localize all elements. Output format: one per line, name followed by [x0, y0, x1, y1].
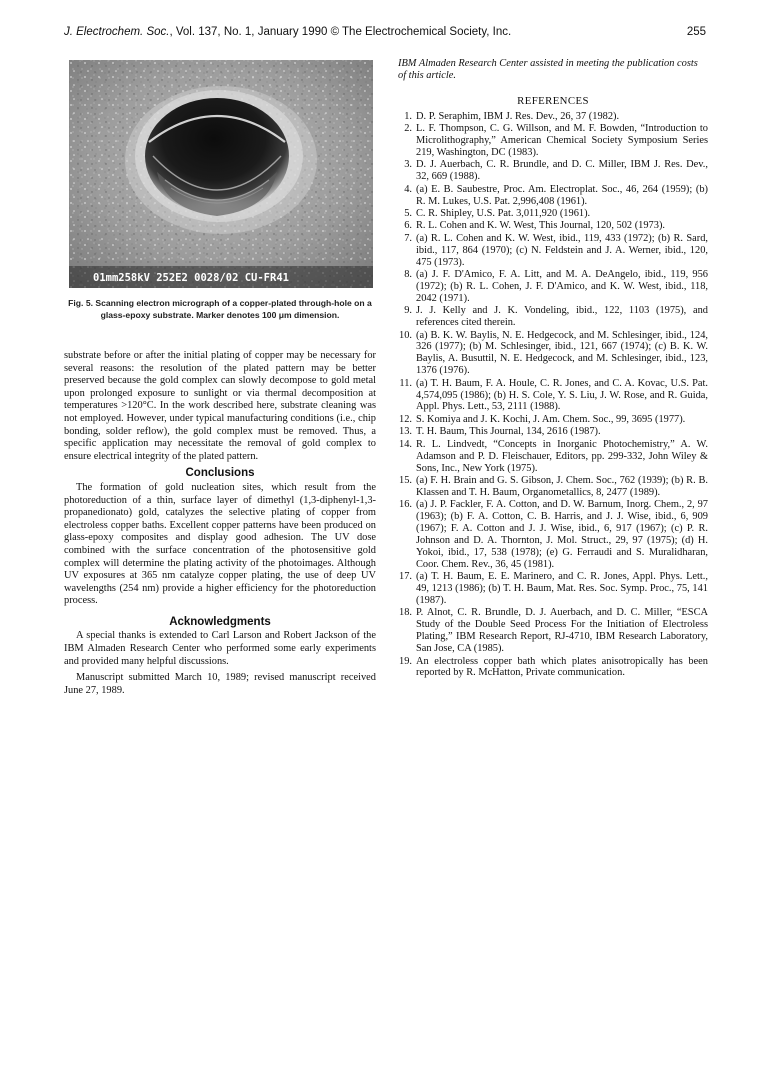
reference-text: D. J. Auerbach, C. R. Brundle, and D. C. Miller, IBM J. Res. Dev., 32, 669 (1988). — [416, 159, 708, 183]
reference-text: (a) J. F. D'Amico, F. A. Litt, and M. A. DeAngelo, ibid., 119, 956 (1972); (b) R. L. Cohen, J. F. D'Amico, and K. W. West, ibid., 118, 2042 (1971). — [416, 269, 708, 304]
conclusions-heading: Conclusions — [185, 467, 255, 480]
reference-item — [398, 184, 708, 208]
reference-item — [398, 111, 708, 123]
reference-number: 7. — [404, 232, 412, 244]
reference-item — [398, 439, 708, 475]
reference-item — [398, 233, 708, 269]
publication-cost-note: IBM Almaden Research Center assisted in meeting the publication costs of this article. — [398, 58, 698, 81]
sem-micrograph — [69, 60, 373, 288]
reference-number: 2. — [404, 123, 412, 135]
reference-number: 16. — [399, 499, 412, 511]
reference-text: L. F. Thompson, C. G. Willson, and M. F. Bowden, “Introduction to Microlithography,” American Chemical Society Symposium Series 219, Washington, DC (1983). — [416, 123, 708, 158]
reference-text: C. R. Shipley, U.S. Pat. 3,011,920 (1961). — [416, 207, 591, 219]
micrograph-image — [69, 60, 373, 288]
reference-number: 12. — [399, 413, 412, 425]
reference-number: 15. — [399, 474, 412, 486]
reference-item — [398, 220, 708, 232]
reference-item — [398, 305, 708, 329]
reference-item — [398, 378, 708, 414]
reference-item — [398, 330, 708, 378]
reference-text: (a) E. B. Saubestre, Proc. Am. Electroplat. Soc., 46, 264 (1959); (b) R. M. Lukes, U.S. Pat. 2,996,408 (1961). — [416, 183, 708, 207]
reference-text: R. L. Lindvedt, “Concepts in Inorganic Photochemistry,” A. W. Adamson and P. D. Fleischauer, Editors, pp. 299-332, John Wiley & Sons, Inc., New York (1975). — [416, 438, 708, 474]
reference-number: 13. — [399, 426, 412, 438]
conclusions-paragraph: The formation of gold nucleation sites, which result from the photoreduction of a thin, surface layer of dimethyl (1,3-diphenyl-1,3-propanedionato) gold, catalyzes the selective plating of copper from electroless copper baths. Excellent copper patterns have been produced on glass-epoxy composites and display good adhesion. The UV dose combined with the surface concentration of the photosensitive gold complex will determine the plating activity of the photoimages. Although UV exposures at 365 nm catalyze copper plating, the use of deep UV wavelengths (254 nm) provide a higher efficiency for the photoreduction process. — [64, 481, 376, 607]
reference-item — [398, 269, 708, 305]
reference-text: D. P. Seraphim, IBM J. Res. Dev., 26, 37 (1982). — [416, 110, 620, 122]
reference-number: 17. — [399, 571, 412, 583]
journal-name: J. Electrochem. Soc. — [64, 26, 170, 38]
header-citation — [64, 26, 511, 38]
running-header — [64, 26, 706, 44]
reference-text: (a) T. H. Baum, E. E. Marinero, and C. R. Jones, Appl. Phys. Lett., 49, 1213 (1986); (b) T. H. Baum, Mat. Res. Soc. Symp. Proc., 75, 141 (1987). — [416, 571, 708, 606]
reference-number: 1. — [404, 110, 412, 122]
caption-text: Fig. 5. Scanning electron micrograph of a copper-plated through-hole on a glass-epoxy substrate. Marker denotes 100 — [68, 298, 372, 320]
reference-item — [398, 607, 708, 655]
reference-item — [398, 123, 708, 159]
reference-text: R. L. Cohen and K. W. West, This Journal, 120, 502 (1973). — [416, 220, 666, 232]
reference-text: P. Alnot, C. R. Brundle, D. J. Auerbach, and D. C. Miller, “ESCA Study of the Double Seed Process For the Initiation of Electroless Plating,” IBM Research Report, RJ-4710, IBM Research Laboratory, San Jose, CA (1985). — [416, 607, 708, 655]
left-column — [64, 350, 376, 697]
reference-item — [398, 475, 708, 499]
body-paragraph: substrate before or after the initial plating of copper may be necessary for several reasons: the resolution of the plated pattern may be better preserved because the gold complex can slowly decompose to gold metal upon prolonged exposure to sunlight or via thermal decomposition at temperatures >120°C. In the work described here, substrate cleaning was not employed. However, under typical manufacturing conditions (i.e., chip bonding, solder reflow), the gold complex must be removed. Thus, a specific application may necessitate the removal of gold complex to ensure electrical integrity of the plated pattern. — [64, 350, 376, 462]
acknowledgments-heading: Acknowledgments — [169, 615, 271, 628]
page-number: 255 — [686, 26, 706, 38]
references-list — [398, 111, 708, 680]
reference-text: T. H. Baum, This Journal, 134, 2616 (1987). — [416, 426, 601, 438]
caption-end: dimension. — [291, 310, 340, 320]
reference-item — [398, 499, 708, 570]
reference-number: 10. — [399, 329, 412, 341]
reference-item — [398, 571, 708, 607]
reference-number: 14. — [399, 438, 412, 450]
reference-text: S. Komiya and J. K. Kochi, J. Am. Chem. Soc., 99, 3695 (1977). — [416, 413, 686, 425]
reference-number: 19. — [399, 655, 412, 667]
acknowledgments-paragraph: A special thanks is extended to Carl Larson and Robert Jackson of the IBM Almaden Research Center who performed some early experiments and provided many helpful discussions. — [64, 630, 376, 667]
reference-item — [398, 426, 708, 438]
reference-item — [398, 208, 708, 220]
references-heading: REFERENCES — [517, 94, 589, 107]
volume-info: , Vol. 137, No. 1, January 1990 © The Electrochemical Society, Inc. — [169, 26, 512, 38]
reference-text: (a) R. L. Cohen and K. W. West, ibid., 119, 433 (1972); (b) R. Sard, ibid., 117, 864 (1970); (c) N. Feldstein and J. A. Werner, ibid., 120, 475 (1973). — [416, 232, 708, 268]
caption-unit: μm — [278, 310, 292, 320]
reference-number: 5. — [404, 207, 412, 219]
reference-item — [398, 414, 708, 426]
figure-caption — [64, 297, 376, 321]
right-column — [398, 58, 708, 680]
reference-item — [398, 159, 708, 183]
reference-number: 8. — [404, 269, 412, 280]
manuscript-dates: Manuscript submitted March 10, 1989; revised manuscript received June 27, 1989. — [64, 672, 376, 696]
reference-number: 9. — [404, 305, 412, 317]
reference-text: (a) B. K. W. Baylis, N. E. Hedgecock, and M. Schlesinger, ibid., 124, 326 (1977); (b) M. Schlesinger, ibid., 121, 667 (1974); (c) B. K. W. Baylis, A. Busuttil, N. E. Hedgecock, and M. Schlesinger, ibid., 123, 1376 (1976). — [416, 329, 708, 377]
reference-text: (a) T. H. Baum, F. A. Houle, C. R. Jones, and C. A. Kovac, U.S. Pat. 4,574,095 (1986); (b) H. S. Cole, Y. S. Liu, J. W. Rose, and R. Guida, Appl. Phys. Lett., 53, 2111 (1988). — [416, 377, 708, 413]
reference-number: 18. — [399, 607, 412, 619]
reference-text: J. J. Kelly and J. K. Vondeling, ibid., 122, 1103 (1975), and references cited therein. — [416, 305, 708, 329]
reference-number: 11. — [399, 377, 412, 389]
micrograph-label: 01mm258kV 252E2 0028/02 CU-FR41 — [93, 272, 289, 284]
reference-number: 3. — [404, 159, 412, 171]
reference-text: (a) F. H. Brain and G. S. Gibson, J. Chem. Soc., 762 (1939); (b) R. B. Klassen and T. H. Baum, Organometallics, 8, 2477 (1989). — [416, 474, 708, 498]
reference-number: 6. — [404, 220, 412, 232]
reference-number: 4. — [404, 183, 412, 195]
reference-item — [398, 656, 708, 680]
reference-text: An electroless copper bath which plates anisotropically has been reported by R. McHatton, Private communication. — [416, 655, 708, 679]
reference-text: (a) J. P. Fackler, F. A. Cotton, and D. W. Barnum, Inorg. Chem., 2, 97 (1963); (b) F. A. Cotton, C. B. Harris, and J. J. Wise, ibid., 6, 909 (1967); F. A. Cotton and J. J. Wise, ibid., 6, 917 (1967); (c) P. R. Johnson and D. A. Thornton, J. Mol. Struct., 29, 97 (1975); (d) H. Yokoi, ibid., 17, 538 (1978); (e) G. Ferraudi and S. Muralidharan, Coor. Chem. Rev., 36, 45 (1981). — [416, 499, 708, 570]
